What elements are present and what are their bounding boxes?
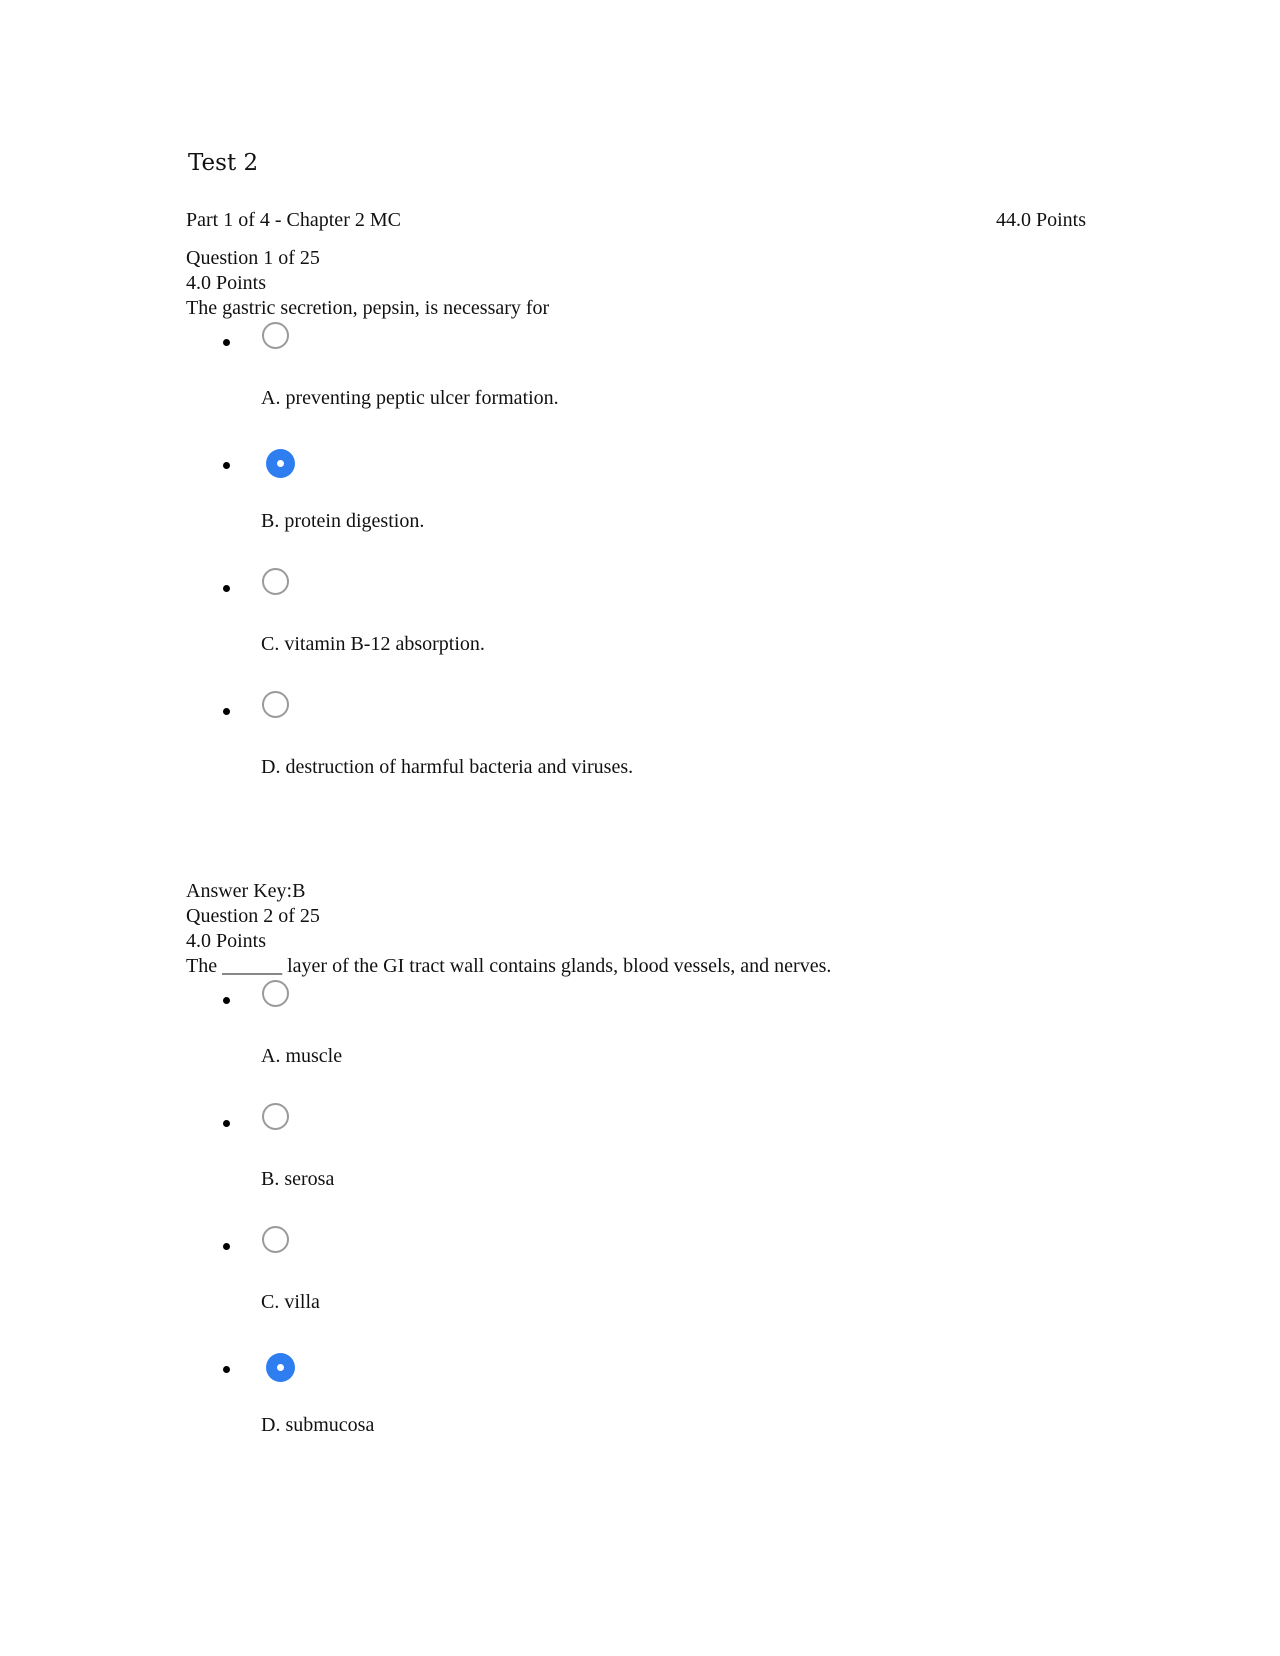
radio-button-icon[interactable] [262, 568, 289, 595]
option-label: C. villa [261, 1291, 320, 1313]
bullet-dot-icon [223, 1243, 230, 1250]
option-label: A. muscle [261, 1045, 343, 1067]
part-points: 44.0 Points [995, 209, 1086, 231]
option-label: D. destruction of harmful bacteria and viruses. [261, 756, 634, 778]
bullet-dot-icon [223, 997, 230, 1004]
question-2 [186, 879, 1086, 1471]
question-number: Question 2 of 25 [186, 905, 320, 927]
radio-button-selected-icon[interactable] [266, 449, 295, 478]
question-prompt: The ______ layer of the GI tract wall contains glands, blood vessels, and nerves. [186, 955, 832, 977]
option-d[interactable] [186, 1348, 1086, 1471]
bullet-dot-icon [223, 1366, 230, 1373]
radio-button-icon[interactable] [262, 691, 289, 718]
option-label: B. serosa [261, 1168, 335, 1190]
option-label: A. preventing peptic ulcer formation. [261, 387, 559, 409]
option-a[interactable] [186, 321, 1086, 444]
bullet-dot-icon [223, 1120, 230, 1127]
option-label: D. submucosa [261, 1414, 375, 1436]
option-d[interactable] [186, 690, 1086, 813]
answer-key: Answer Key:B [186, 880, 306, 902]
radio-button-icon[interactable] [262, 1226, 289, 1253]
bullet-dot-icon [223, 462, 230, 469]
option-label: C. vitamin B-12 absorption. [261, 633, 485, 655]
question-prompt: The gastric secretion, pepsin, is necessary for [186, 297, 550, 319]
bullet-dot-icon [223, 585, 230, 592]
option-label: B. protein digestion. [261, 510, 425, 532]
bullet-dot-icon [223, 339, 230, 346]
option-b[interactable] [186, 444, 1086, 567]
options-list [186, 979, 1086, 1471]
question-number: Question 1 of 25 [186, 247, 320, 269]
options-list [186, 321, 1086, 813]
radio-button-icon[interactable] [262, 980, 289, 1007]
option-b[interactable] [186, 1102, 1086, 1225]
option-a[interactable] [186, 979, 1086, 1102]
radio-button-selected-icon[interactable] [266, 1353, 295, 1382]
radio-button-icon[interactable] [262, 322, 289, 349]
page-title: Test 2 [188, 150, 259, 176]
part-title: Part 1 of 4 - Chapter 2 MC [186, 209, 401, 231]
question-1 [186, 246, 1086, 813]
radio-button-icon[interactable] [262, 1103, 289, 1130]
question-points: 4.0 Points [186, 272, 267, 294]
question-points: 4.0 Points [186, 930, 267, 952]
option-c[interactable] [186, 567, 1086, 690]
bullet-dot-icon [223, 708, 230, 715]
option-c[interactable] [186, 1225, 1086, 1348]
